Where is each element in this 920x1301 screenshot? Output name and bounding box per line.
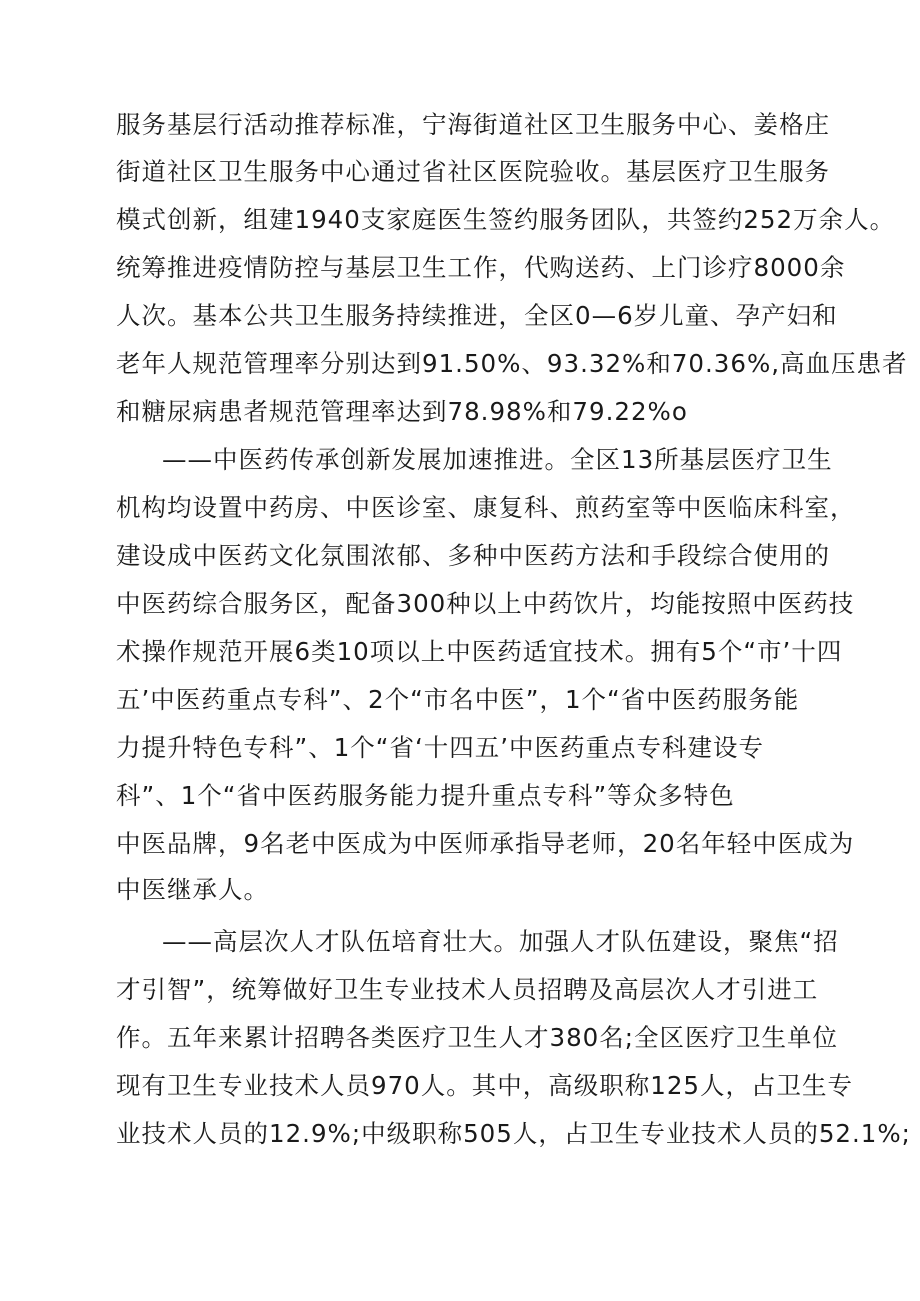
text-line: 力提升特色专科”、1个“省‘十四五’中医药重点专科建设专 [116, 733, 765, 762]
text-line: 现有卫生专业技术人员970人。其中，高级职称125人，占卫生专 [116, 1071, 854, 1100]
paragraph-start-line: ——高层次人才队伍培育壮大。加强人才队伍建设，聚焦“招 [162, 927, 839, 956]
text-line: 作。五年来累计招聘各类医疗卫生人才380名;全区医疗卫生单位 [116, 1023, 839, 1052]
text-line: 机构均设置中药房、中医诊室、康复科、煎药室等中医临床科室， [116, 493, 856, 522]
paragraph-start-line: ——中医药传承创新发展加速推进。全区13所基层医疗卫生 [162, 445, 833, 474]
text-line: 统筹推进疫情防控与基层卫生工作，代购送药、上门诊疗8000余 [116, 253, 846, 282]
text-line: 中医品牌，9名老中医成为中医师承指导老师，20名年轻中医成为 [116, 829, 855, 858]
text-line: 五’中医药重点专科”、2个“市名中医”，1个“省中医药服务能 [116, 685, 800, 714]
text-line: 才引智”，统筹做好卫生专业技术人员招聘及高层次人才引进工 [116, 975, 819, 1004]
text-line: 和糖尿病患者规范管理率达到78.98%和79.22%o [116, 397, 688, 426]
text-line: 人次。基本公共卫生服务持续推进，全区0—6岁儿童、孕产妇和 [116, 301, 838, 330]
text-line: 模式创新，组建1940支家庭医生签约服务团队，共签约252万余人。 [116, 205, 896, 234]
text-line: 街道社区卫生服务中心通过省社区医院验收。基层医疗卫生服务 [116, 157, 830, 186]
text-line: 中医继承人。 [116, 875, 269, 904]
text-line: 术操作规范开展6类10项以上中医药适宜技术。拥有5个“市’十四 [116, 637, 843, 666]
text-line: 建设成中医药文化氛围浓郁、多种中医药方法和手段综合使用的 [116, 541, 830, 570]
text-line: 科”、1个“省中医药服务能力提升重点专科”等众多特色 [116, 781, 735, 810]
text-line: 业技术人员的12.9%;中级职称505人，占卫生专业技术人员的52.1%; [116, 1119, 911, 1148]
text-line: 服务基层行活动推荐标准，宁海街道社区卫生服务中心、姜格庄 [116, 110, 830, 139]
text-line: 老年人规范管理率分别达到91.50%、93.32%和70.36%,高血压患者 [116, 349, 908, 378]
text-line: 中医药综合服务区，配备300种以上中药饮片，均能按照中医药技 [116, 589, 855, 618]
